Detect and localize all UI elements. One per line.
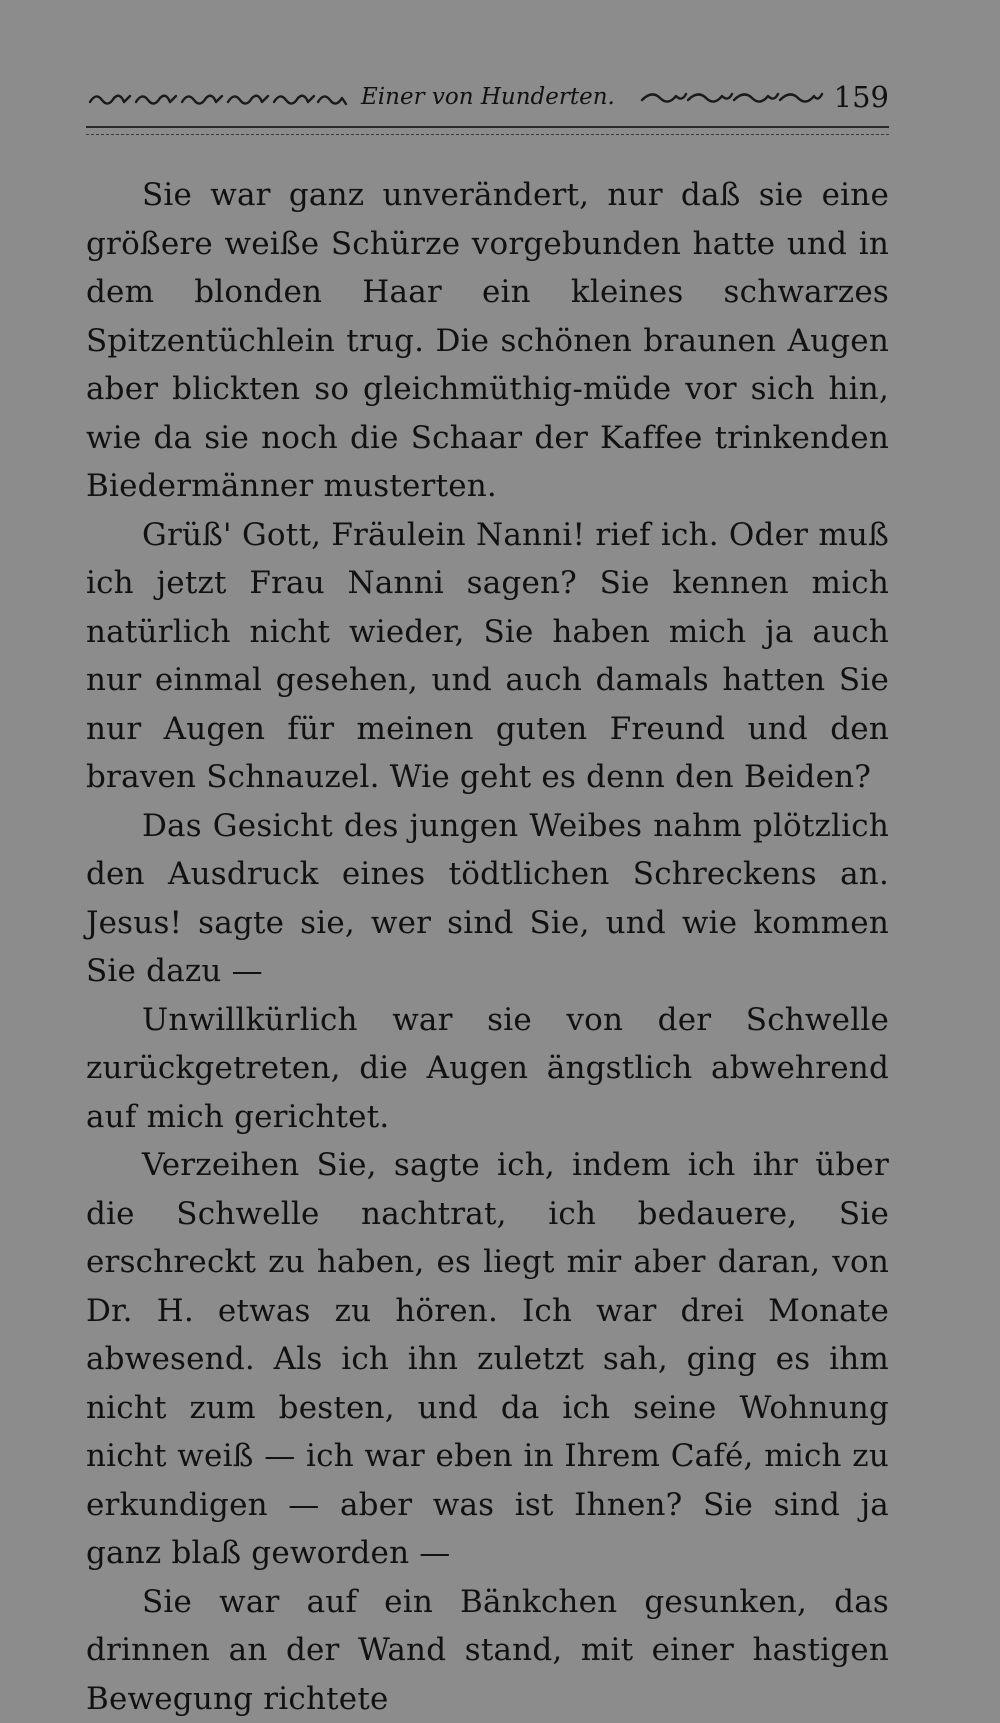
page-number: 159 <box>834 80 889 114</box>
paragraph: Unwillkürlich war sie von der Schwelle zurückgetreten, die Augen ängstlich abwehrend auf mich gerichtet. <box>86 996 889 1142</box>
running-head <box>86 70 889 122</box>
ornament-right-icon <box>638 86 824 110</box>
body-text <box>86 171 889 1723</box>
paragraph: Grüß' Gott, Fräulein Nanni! rief ich. Oder muß ich jetzt Frau Nanni sagen? Sie kennen mich natürlich nicht wieder, Sie haben mich ja auch nur einmal gesehen, und auch damals hatten Sie nur Augen für meinen guten Freund und den braven Schnauzel. Wie geht es denn den Beiden? <box>86 511 889 802</box>
running-title: Einer von Hunderten. <box>361 84 615 110</box>
book-page <box>86 70 889 122</box>
paragraph: Das Gesicht des jungen Weibes nahm plötzlich den Ausdruck eines tödtlichen Schreckens an. Jesus! sagte sie, wer sind Sie, und wie kommen Sie dazu — <box>86 802 889 996</box>
ornament-left-icon <box>86 86 348 110</box>
paragraph: Sie war auf ein Bänkchen gesunken, das drinnen an der Wand stand, mit einer hastigen Bewegung richtete <box>86 1578 889 1723</box>
paragraph: Sie war ganz unverändert, nur daß sie eine größere weiße Schürze vorgebunden hatte und in dem blonden Haar ein kleines schwarzes Spitzentüchlein trug. Die schönen braunen Augen aber blickten so gleichmüthig-müde vor sich hin, wie da sie noch die Schaar der Kaffee trinkenden Biedermänner musterten. <box>86 171 889 511</box>
header-rule <box>86 126 889 135</box>
paragraph: Verzeihen Sie, sagte ich, indem ich ihr über die Schwelle nachtrat, ich bedauere, Sie erschreckt zu haben, es liegt mir aber daran, von Dr. H. etwas zu hören. Ich war drei Monate abwesend. Als ich ihn zuletzt sah, ging es ihm nicht zum besten, und da ich seine Wohnung nicht weiß — ich war eben in Ihrem Café, mich zu erkundigen — aber was ist Ihnen? Sie sind ja ganz blaß geworden — <box>86 1141 889 1578</box>
